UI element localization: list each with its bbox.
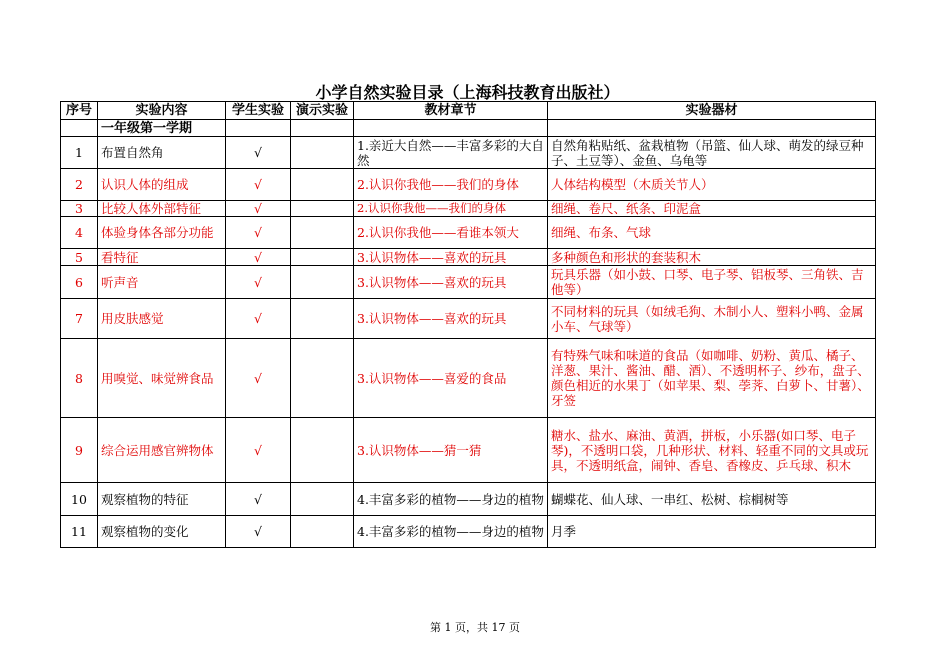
table-row <box>61 266 876 299</box>
row-student-check: √ <box>226 217 291 249</box>
row-chapter: 2.认识你我他——我们的身体 <box>354 201 548 217</box>
page-title: 小学自然实验目录（上海科技教育出版社） <box>315 83 620 102</box>
table-row <box>61 339 876 418</box>
row-content: 用皮肤感觉 <box>98 299 226 339</box>
row-student-check: √ <box>226 137 291 169</box>
row-student-check: √ <box>226 483 291 516</box>
row-student-check: √ <box>226 249 291 266</box>
row-number: 4 <box>61 217 98 249</box>
row-number: 10 <box>61 483 98 516</box>
row-demo-check <box>291 137 354 169</box>
row-number: 6 <box>61 266 98 299</box>
table-row <box>61 299 876 339</box>
row-number: 3 <box>61 201 98 217</box>
header-chapter: 教材章节 <box>354 102 548 120</box>
experiment-table <box>60 101 876 548</box>
row-demo-check <box>291 516 354 548</box>
table-row <box>61 249 876 266</box>
grade-blank <box>61 120 98 137</box>
row-demo-check <box>291 483 354 516</box>
row-demo-check <box>291 266 354 299</box>
row-content: 观察植物的特征 <box>98 483 226 516</box>
table-row <box>61 137 876 169</box>
row-demo-check <box>291 249 354 266</box>
row-student-check: √ <box>226 169 291 201</box>
row-number: 5 <box>61 249 98 266</box>
header-content: 实验内容 <box>98 102 226 120</box>
table-row <box>61 483 876 516</box>
row-student-check: √ <box>226 418 291 483</box>
row-demo-check <box>291 217 354 249</box>
row-equipment: 糖水、盐水、麻油、黄酒，拼板，小乐器(如口琴、电子琴)，不透明口袋，几种形状、材料、轻重不同的文具或玩具，不透明纸盒，闹钟、香皂、香橡皮、乒乓球、积木 <box>548 418 876 483</box>
row-content: 看特征 <box>98 249 226 266</box>
row-student-check: √ <box>226 266 291 299</box>
row-student-check: √ <box>226 516 291 548</box>
table-row <box>61 201 876 217</box>
row-chapter: 3.认识物体——猜一猜 <box>354 418 548 483</box>
row-demo-check <box>291 169 354 201</box>
row-content: 观察植物的变化 <box>98 516 226 548</box>
row-equipment: 不同材料的玩具（如绒毛狗、木制小人、塑料小鸭、金属小车、气球等） <box>548 299 876 339</box>
row-demo-check <box>291 418 354 483</box>
row-chapter: 3.认识物体——喜爱的食品 <box>354 339 548 418</box>
row-content: 综合运用感官辨物体 <box>98 418 226 483</box>
row-chapter: 2.认识你我他——看谁本领大 <box>354 217 548 249</box>
row-number: 11 <box>61 516 98 548</box>
grade-label: 一年级第一学期 <box>98 120 226 137</box>
row-equipment: 有特殊气味和味道的食品（如咖啡、奶粉、黄瓜、橘子、洋葱、果汁、酱油、醋、酒）、不透明杯子、纱布，盘子、颜色相近的水果丁（如苹果、梨、荸荠、白萝卜、甘薯）、牙签 <box>548 339 876 418</box>
row-content: 用嗅觉、味觉辨食品 <box>98 339 226 418</box>
row-student-check: √ <box>226 339 291 418</box>
page-footer: 第 1 页，共 17 页 <box>430 621 520 634</box>
row-demo-check <box>291 201 354 217</box>
row-number: 7 <box>61 299 98 339</box>
row-chapter: 3.认识物体——喜欢的玩具 <box>354 299 548 339</box>
table-row <box>61 217 876 249</box>
row-chapter: 4.丰富多彩的植物——身边的植物 <box>354 483 548 516</box>
row-number: 1 <box>61 137 98 169</box>
row-number: 2 <box>61 169 98 201</box>
row-content: 比较人体外部特征 <box>98 201 226 217</box>
grade-row <box>61 120 876 137</box>
row-student-check: √ <box>226 201 291 217</box>
row-chapter: 3.认识物体——喜欢的玩具 <box>354 266 548 299</box>
row-equipment: 人体结构模型（木质关节人） <box>548 169 876 201</box>
row-demo-check <box>291 339 354 418</box>
row-equipment: 玩具乐器（如小鼓、口琴、电子琴、铝板琴、三角铁、吉他等） <box>548 266 876 299</box>
row-content: 体验身体各部分功能 <box>98 217 226 249</box>
row-equipment: 自然角粘贴纸、盆栽植物（吊篮、仙人球、萌发的绿豆种子、土豆等）、金鱼、乌龟等 <box>548 137 876 169</box>
row-chapter: 4.丰富多彩的植物——身边的植物 <box>354 516 548 548</box>
row-equipment: 多种颜色和形状的套装积木 <box>548 249 876 266</box>
row-equipment: 月季 <box>548 516 876 548</box>
row-equipment: 细绳、卷尺、纸条、印泥盒 <box>548 201 876 217</box>
row-equipment: 蝴蝶花、仙人球、一串红、松树、棕榈树等 <box>548 483 876 516</box>
header-student: 学生实验 <box>226 102 291 120</box>
row-student-check: √ <box>226 299 291 339</box>
header-demo: 演示实验 <box>291 102 354 120</box>
row-demo-check <box>291 299 354 339</box>
table-row <box>61 418 876 483</box>
row-equipment: 细绳、布条、气球 <box>548 217 876 249</box>
table-row <box>61 169 876 201</box>
row-number: 9 <box>61 418 98 483</box>
row-chapter: 3.认识物体——喜欢的玩具 <box>354 249 548 266</box>
header-equipment: 实验器材 <box>548 102 876 120</box>
header-no: 序号 <box>61 102 98 120</box>
table-row <box>61 516 876 548</box>
row-number: 8 <box>61 339 98 418</box>
row-content: 听声音 <box>98 266 226 299</box>
header-row <box>61 102 876 120</box>
row-chapter: 2.认识你我他——我们的身体 <box>354 169 548 201</box>
row-content: 认识人体的组成 <box>98 169 226 201</box>
row-content: 布置自然角 <box>98 137 226 169</box>
row-chapter: 1.亲近大自然——丰富多彩的大自然 <box>354 137 548 169</box>
